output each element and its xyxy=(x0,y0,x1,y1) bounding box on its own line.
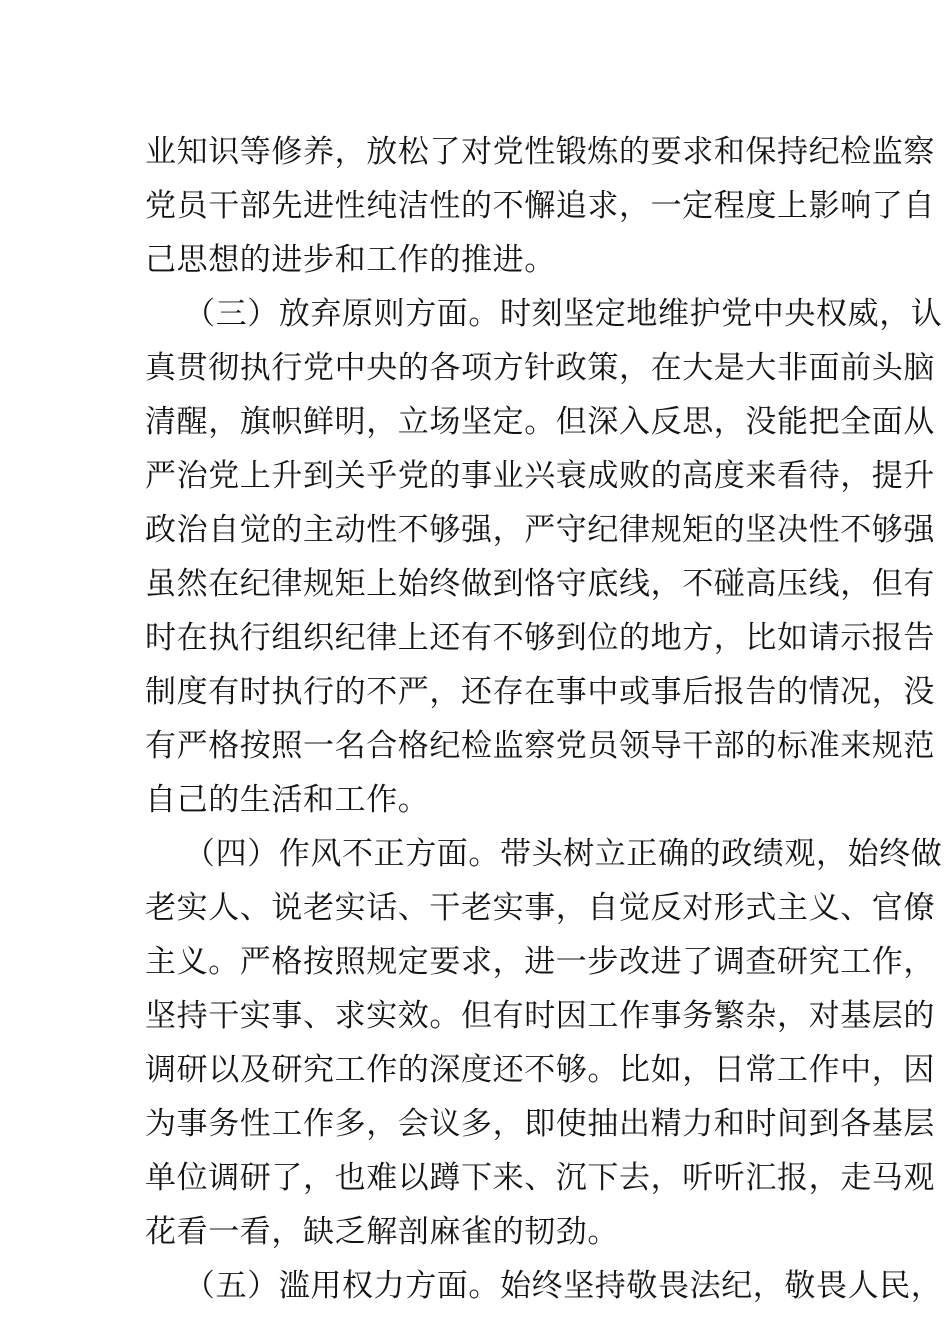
text-line: 单位调研了，也难以蹲下来、沉下去，听听汇报，走马观 xyxy=(145,1160,935,1196)
text-line: 真贯彻执行党中央的各项方针政策，在大是大非面前头脑 xyxy=(145,350,935,386)
text-line: 为事务性工作多，会议多，即使抽出精力和时间到各基层 xyxy=(145,1106,935,1142)
text-line: 业知识等修养，放松了对党性锻炼的要求和保持纪检监察 xyxy=(145,134,935,170)
text-line: 制度有时执行的不严，还存在事中或事后报告的情况，没 xyxy=(145,674,935,710)
paragraph-heading-line: （五）滥用权力方面。始终坚持敬畏法纪，敬畏人民， xyxy=(184,1268,943,1304)
text-line: 严治党上升到关乎党的事业兴衰成败的高度来看待，提升 xyxy=(145,458,935,494)
text-line: 清醒，旗帜鲜明，立场坚定。但深入反思，没能把全面从 xyxy=(145,404,935,440)
text-line: 己思想的进步和工作的推进。 xyxy=(145,242,556,278)
text-line: 主义。严格按照规定要求，进一步改进了调查研究工作， xyxy=(145,944,935,980)
text-line: 虽然在纪律规矩上始终做到恪守底线，不碰高压线，但有 xyxy=(145,566,935,602)
text-line: 坚持干实事、求实效。但有时因工作事务繁杂，对基层的 xyxy=(145,998,935,1034)
paragraph-heading-line: （三）放弃原则方面。时刻坚定地维护党中央权威，认 xyxy=(184,296,943,332)
text-line: 老实人、说老实话、干老实事，自觉反对形式主义、官僚 xyxy=(145,890,935,926)
text-line: 调研以及研究工作的深度还不够。比如，日常工作中，因 xyxy=(145,1052,935,1088)
text-line: 党员干部先进性纯洁性的不懈追求，一定程度上影响了自 xyxy=(145,188,935,224)
text-line: 自己的生活和工作。 xyxy=(145,782,430,818)
text-line: 花看一看，缺乏解剖麻雀的韧劲。 xyxy=(145,1214,619,1250)
text-line: 有严格按照一名合格纪检监察党员领导干部的标准来规范 xyxy=(145,728,935,764)
paragraph-heading-line: （四）作风不正方面。带头树立正确的政绩观，始终做 xyxy=(184,836,943,872)
text-line: 时在执行组织纪律上还有不够到位的地方，比如请示报告 xyxy=(145,620,935,656)
text-line: 政治自觉的主动性不够强，严守纪律规矩的坚决性不够强 xyxy=(145,512,935,548)
